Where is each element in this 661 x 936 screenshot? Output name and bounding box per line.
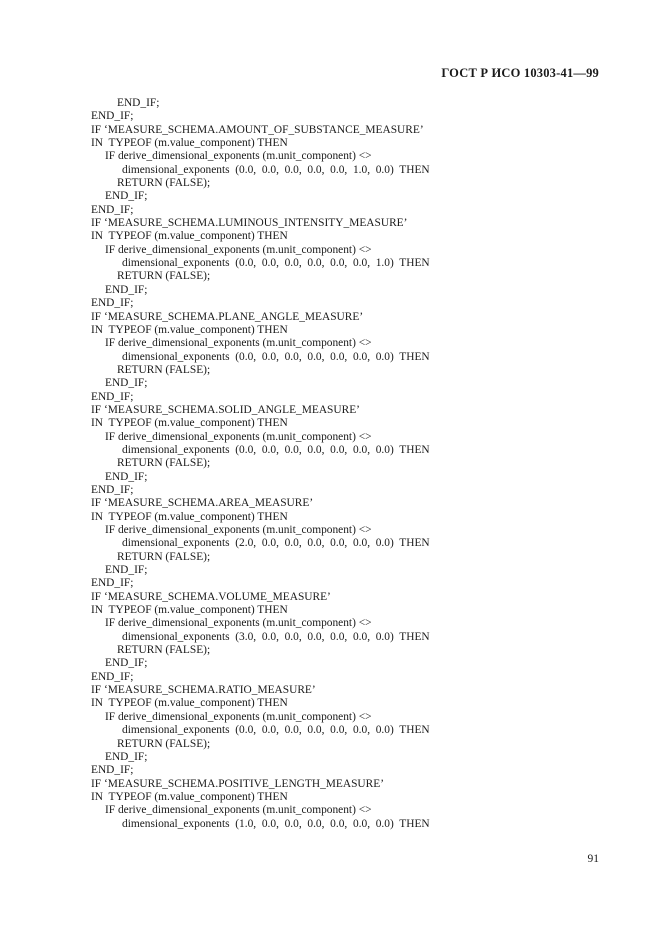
code-line: IN TYPEOF (m.value_component) THEN bbox=[91, 137, 288, 150]
code-line: IF ‘MEASURE_SCHEMA.AREA_MEASURE’ bbox=[91, 497, 314, 510]
code-listing bbox=[91, 97, 601, 831]
code-line: IF ‘MEASURE_SCHEMA.PLANE_ANGLE_MEASURE’ bbox=[91, 310, 364, 323]
code-line: RETURN (FALSE); bbox=[117, 270, 211, 283]
code-line: dimensional_exponents (0.0, 0.0, 0.0, 0.0, 0.0, 0.0, 0.0) THEN bbox=[122, 443, 430, 456]
code-line: IN TYPEOF (m.value_component) THEN bbox=[91, 510, 288, 523]
code-line: IF derive_dimensional_exponents (m.unit_component) <> bbox=[105, 150, 372, 163]
code-line: IF ‘MEASURE_SCHEMA.RATIO_MEASURE’ bbox=[91, 684, 316, 697]
code-line: END_IF; bbox=[91, 577, 134, 590]
code-line: END_IF; bbox=[91, 203, 134, 216]
code-line: END_IF; bbox=[105, 657, 148, 670]
code-line: IN TYPEOF (m.value_component) THEN bbox=[91, 790, 288, 803]
code-line: END_IF; bbox=[105, 377, 148, 390]
code-line: END_IF; bbox=[91, 390, 134, 403]
code-line: END_IF; bbox=[105, 750, 148, 763]
code-line: END_IF; bbox=[91, 670, 134, 683]
code-line: RETURN (FALSE); bbox=[117, 457, 211, 470]
code-line: dimensional_exponents (0.0, 0.0, 0.0, 0.0, 0.0, 0.0, 0.0) THEN bbox=[122, 724, 430, 737]
code-line: RETURN (FALSE); bbox=[117, 737, 211, 750]
code-line: END_IF; bbox=[91, 297, 134, 310]
code-line: IF derive_dimensional_exponents (m.unit_component) <> bbox=[105, 524, 372, 536]
code-line: dimensional_exponents (0.0, 0.0, 0.0, 0.0, 0.0, 0.0, 0.0) THEN bbox=[122, 350, 430, 363]
code-line: IF derive_dimensional_exponents (m.unit_component) <> bbox=[105, 337, 372, 350]
code-line: END_IF; bbox=[117, 97, 160, 109]
code-line: RETURN (FALSE); bbox=[117, 550, 211, 563]
code-line: RETURN (FALSE); bbox=[117, 363, 211, 376]
code-line: IN TYPEOF (m.value_component) THEN bbox=[91, 697, 288, 710]
code-line: IF derive_dimensional_exponents (m.unit_component) <> bbox=[105, 804, 372, 817]
code-line: IF ‘MEASURE_SCHEMA.LUMINOUS_INTENSITY_MEASURE’ bbox=[91, 217, 408, 230]
code-line: IF ‘MEASURE_SCHEMA.SOLID_ANGLE_MEASURE’ bbox=[91, 403, 360, 416]
code-line: dimensional_exponents (0.0, 0.0, 0.0, 0.0, 0.0, 0.0, 1.0) THEN bbox=[122, 257, 430, 270]
code-line: END_IF; bbox=[105, 470, 148, 483]
page-number: 91 bbox=[587, 853, 599, 865]
code-line: dimensional_exponents (0.0, 0.0, 0.0, 0.0, 0.0, 1.0, 0.0) THEN bbox=[122, 163, 430, 176]
code-line: dimensional_exponents (3.0, 0.0, 0.0, 0.0, 0.0, 0.0, 0.0) THEN bbox=[122, 630, 430, 643]
code-line: IF derive_dimensional_exponents (m.unit_component) <> bbox=[105, 617, 372, 630]
code-line: IF derive_dimensional_exponents (m.unit_component) <> bbox=[105, 243, 372, 256]
code-line: IN TYPEOF (m.value_component) THEN bbox=[91, 417, 288, 430]
code-line: END_IF; bbox=[105, 283, 148, 296]
code-line: IF ‘MEASURE_SCHEMA.VOLUME_MEASURE’ bbox=[91, 590, 331, 603]
code-line: END_IF; bbox=[91, 483, 134, 496]
code-line: IF ‘MEASURE_SCHEMA.POSITIVE_LENGTH_MEASURE’ bbox=[91, 777, 384, 790]
code-line: dimensional_exponents (2.0, 0.0, 0.0, 0.0, 0.0, 0.0, 0.0) THEN bbox=[122, 537, 430, 550]
code-line: END_IF; bbox=[91, 110, 134, 123]
code-line: END_IF; bbox=[105, 190, 148, 203]
code-line: IF ‘MEASURE_SCHEMA.AMOUNT_OF_SUBSTANCE_MEASURE’ bbox=[91, 123, 424, 136]
code-line: END_IF; bbox=[105, 564, 148, 577]
code-line: IN TYPEOF (m.value_component) THEN bbox=[91, 230, 288, 243]
code-line: IN TYPEOF (m.value_component) THEN bbox=[91, 604, 288, 617]
code-line: RETURN (FALSE); bbox=[117, 177, 211, 190]
code-line: END_IF; bbox=[91, 764, 134, 777]
code-line: IN TYPEOF (m.value_component) THEN bbox=[91, 323, 288, 336]
code-line: IF derive_dimensional_exponents (m.unit_component) <> bbox=[105, 710, 372, 723]
code-line: dimensional_exponents (1.0, 0.0, 0.0, 0.0, 0.0, 0.0, 0.0) THEN bbox=[122, 817, 430, 830]
code-line: IF derive_dimensional_exponents (m.unit_component) <> bbox=[105, 430, 372, 443]
code-line: RETURN (FALSE); bbox=[117, 644, 211, 657]
page-header: ГОСТ Р ИСО 10303-41—99 bbox=[441, 66, 599, 80]
